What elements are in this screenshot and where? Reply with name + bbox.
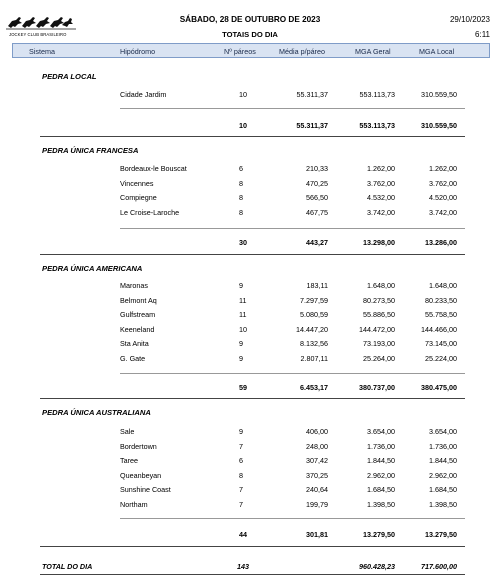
- media-value: 566,50: [306, 193, 328, 202]
- section-title: PEDRA ÚNICA FRANCESA: [42, 146, 139, 155]
- hipodromo-name: Sta Anita: [120, 339, 149, 349]
- col-sistema: Sistema: [29, 47, 55, 56]
- section-total-local: 310.559,50: [421, 121, 457, 130]
- mga-geral-value: 1.648,00: [367, 281, 395, 290]
- mga-geral-value: 144.472,00: [359, 324, 395, 334]
- mga-geral-value: 1.684,50: [367, 485, 395, 495]
- hipodromo-name: Taree: [120, 456, 138, 466]
- report-subtitle: TOTAIS DO DIA: [222, 30, 278, 39]
- mga-geral-value: 1.262,00: [367, 164, 395, 173]
- hipodromo-name: Le Croise-Laroche: [120, 207, 180, 217]
- grand-total-pareos: 143: [237, 562, 249, 571]
- section-total-pareos: 44: [239, 530, 247, 539]
- hipodromo-name: Maronas: [120, 281, 148, 290]
- mga-geral-value: 80.273,50: [363, 295, 395, 305]
- pareos-count: 9: [239, 427, 243, 436]
- mga-local-value: 3.762,00: [429, 178, 457, 188]
- section-title: PEDRA ÚNICA AUSTRALIANA: [42, 408, 151, 417]
- pareos-count: 9: [239, 354, 243, 363]
- pareos-count: 11: [239, 310, 247, 320]
- divider: [120, 228, 465, 229]
- mga-local-value: 3.654,00: [429, 427, 457, 436]
- pareos-count: 9: [239, 339, 243, 349]
- section-total-media: 55.311,37: [296, 121, 328, 130]
- pareos-count: 11: [239, 295, 247, 305]
- divider: [40, 136, 465, 137]
- hipodromo-name: Bordeaux-le Bouscat: [120, 164, 187, 173]
- hipodromo-name: Sunshine Coast: [120, 485, 171, 495]
- mga-local-value: 310.559,50: [421, 90, 457, 99]
- media-value: 14.447,20: [296, 324, 328, 334]
- pareos-count: 8: [239, 193, 243, 202]
- mga-geral-value: 55.886,50: [363, 310, 395, 320]
- mga-geral-value: 25.264,00: [363, 354, 395, 363]
- report-header: [0, 0, 500, 44]
- mga-local-value: 2.962,00: [429, 470, 457, 480]
- mga-geral-value: 1.844,50: [367, 456, 395, 466]
- section-total-media: 6.453,17: [300, 383, 328, 392]
- mga-geral-value: 4.532,00: [367, 193, 395, 202]
- report-title: SÁBADO, 28 DE OUTUBRO DE 2023: [179, 15, 321, 24]
- hipodromo-name: Northam: [120, 500, 148, 509]
- hipodromo-name: Queanbeyan: [120, 470, 162, 480]
- section-total-geral: 13.298,00: [363, 238, 395, 247]
- grand-total-local: 717.600,00: [421, 562, 457, 571]
- section-title: PEDRA ÚNICA AMERICANA: [42, 264, 143, 273]
- media-value: 210,33: [306, 164, 328, 173]
- media-value: 183,11: [306, 281, 328, 290]
- hipodromo-name: Sale: [120, 427, 135, 436]
- mga-local-value: 73.145,00: [425, 339, 457, 349]
- media-value: 7.297,59: [300, 295, 328, 305]
- pareos-count: 7: [239, 441, 243, 451]
- media-value: 55.311,37: [296, 90, 328, 99]
- section-total-local: 380.475,00: [421, 383, 457, 392]
- media-value: 5.080,59: [300, 310, 328, 320]
- section-title: PEDRA LOCAL: [42, 72, 97, 81]
- report-date: 29/10/2023: [449, 15, 490, 24]
- hipodromo-name: Gulfstream: [120, 310, 156, 320]
- mga-local-value: 1.648,00: [429, 281, 457, 290]
- mga-geral-value: 1.398,50: [367, 500, 395, 509]
- col-mga-local: MGA Local: [419, 47, 455, 56]
- pareos-count: 7: [239, 500, 243, 509]
- mga-geral-value: 1.736,00: [367, 441, 395, 451]
- media-value: 467,75: [306, 207, 328, 217]
- media-value: 199,79: [306, 500, 328, 509]
- mga-geral-value: 2.962,00: [367, 470, 395, 480]
- divider: [120, 373, 465, 374]
- section-total-pareos: 59: [239, 383, 247, 392]
- media-value: 248,00: [306, 441, 328, 451]
- mga-local-value: 1.398,50: [429, 500, 457, 509]
- mga-local-value: 80.233,50: [425, 295, 457, 305]
- section-total-local: 13.279,50: [425, 530, 457, 539]
- divider: [40, 574, 465, 575]
- mga-local-value: 144.466,00: [421, 324, 457, 334]
- mga-geral-value: 553.113,73: [359, 90, 395, 99]
- section-total-local: 13.286,00: [425, 238, 457, 247]
- mga-geral-value: 3.742,00: [367, 207, 395, 217]
- hipodromo-name: Cidade Jardim: [120, 90, 167, 99]
- media-value: 307,42: [306, 456, 328, 466]
- pareos-count: 6: [239, 164, 243, 173]
- divider: [120, 518, 465, 519]
- pareos-count: 7: [239, 485, 243, 495]
- hipodromo-name: Compiegne: [120, 193, 157, 202]
- column-header-bar: [12, 43, 490, 58]
- mga-geral-value: 3.654,00: [367, 427, 395, 436]
- hipodromo-name: Vincennes: [120, 178, 154, 188]
- section-total-geral: 13.279,50: [363, 530, 395, 539]
- divider: [40, 254, 465, 255]
- section-total-media: 443,27: [306, 238, 328, 247]
- section-total-geral: 380.737,00: [359, 383, 395, 392]
- section-total-pareos: 10: [239, 121, 247, 130]
- pareos-count: 8: [239, 207, 243, 217]
- pareos-count: 8: [239, 178, 243, 188]
- pareos-count: 9: [239, 281, 243, 290]
- media-value: 8.132,56: [300, 339, 328, 349]
- col-pareos: Nº páreos: [224, 47, 256, 56]
- mga-geral-value: 73.193,00: [363, 339, 395, 349]
- hipodromo-name: Bordertown: [120, 441, 157, 451]
- pareos-count: 8: [239, 470, 243, 480]
- col-hipodromo: Hipódromo: [120, 47, 156, 56]
- divider: [40, 398, 465, 399]
- col-mga-geral: MGA Geral: [355, 47, 391, 56]
- divider: [120, 108, 465, 109]
- grand-total-label: TOTAL DO DIA: [42, 562, 93, 571]
- media-value: 406,00: [306, 427, 328, 436]
- mga-local-value: 4.520,00: [429, 193, 457, 202]
- mga-geral-value: 3.762,00: [367, 178, 395, 188]
- hipodromo-name: G. Gate: [120, 354, 146, 363]
- pareos-count: 10: [239, 324, 247, 334]
- section-total-media: 301,81: [306, 530, 328, 539]
- media-value: 2.807,11: [300, 354, 328, 363]
- hipodromo-name: Belmont Aq: [120, 295, 157, 305]
- mga-local-value: 1.262,00: [429, 164, 457, 173]
- mga-local-value: 1.736,00: [429, 441, 457, 451]
- report-time: 6:11: [475, 30, 490, 39]
- mga-local-value: 55.758,50: [425, 310, 457, 320]
- section-total-pareos: 30: [239, 238, 247, 247]
- media-value: 370,25: [306, 470, 328, 480]
- hipodromo-name: Keeneland: [120, 324, 155, 334]
- pareos-count: 10: [239, 90, 247, 99]
- logo-text: JOCKEY CLUB BRASILEIRO: [9, 32, 67, 37]
- section-total-geral: 553.113,73: [359, 121, 395, 130]
- divider: [40, 546, 465, 547]
- mga-local-value: 1.844,50: [429, 456, 457, 466]
- pareos-count: 6: [239, 456, 243, 466]
- mga-local-value: 3.742,00: [429, 207, 457, 217]
- col-media: Média p/páreo: [279, 47, 325, 56]
- mga-local-value: 25.224,00: [425, 354, 457, 363]
- grand-total-geral: 960.428,23: [359, 562, 395, 571]
- mga-local-value: 1.684,50: [429, 485, 457, 495]
- media-value: 240,64: [306, 485, 328, 495]
- media-value: 470,25: [306, 178, 328, 188]
